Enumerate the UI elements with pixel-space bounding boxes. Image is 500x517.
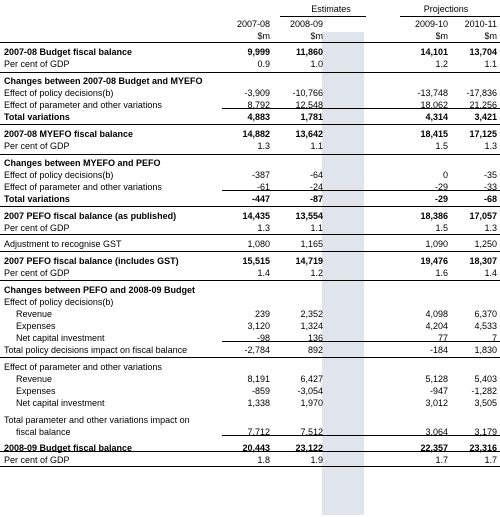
row-value-2007-08: 3,120: [247, 321, 270, 331]
row-label: fiscal balance: [16, 427, 71, 437]
row-value-2008-09: 12,548: [295, 100, 323, 110]
table-row: [0, 385, 500, 397]
row-value-2009-10: 1.7: [435, 455, 448, 465]
row-value-2007-08: 14,882: [242, 129, 270, 139]
row-value-2009-10: 1.5: [435, 141, 448, 151]
year-header-row: [0, 18, 500, 30]
row-value-2009-10: 14,101: [420, 47, 448, 57]
row-value-2008-09: -24: [309, 182, 323, 192]
table-row: [0, 222, 500, 234]
row-value-2007-08: -2,784: [244, 345, 270, 355]
row-value-2007-08: 1.4: [257, 268, 270, 278]
table-row: [0, 361, 500, 373]
row-value-2008-09: 13,642: [295, 129, 323, 139]
row-value-2007-08: -98: [256, 333, 270, 343]
table-row: [0, 111, 500, 123]
row-value-2008-09: 1.2: [310, 268, 323, 278]
year-header-2009-10: 2009-10: [414, 19, 448, 29]
row-value-2008-09: -3,054: [297, 386, 323, 396]
row-value-2008-09: 1.0: [310, 59, 323, 69]
row-value-2008-09: 13,554: [295, 211, 323, 221]
row-value-2008-09: 6,427: [300, 374, 323, 384]
row-label: Total parameter and other variations impact on: [4, 415, 190, 425]
row-value-2010-11: 23,316: [469, 443, 497, 453]
row-value-2010-11: 3,421: [474, 112, 497, 122]
row-value-2010-11: 1.7: [484, 455, 497, 465]
unit-header: $m: [310, 31, 323, 41]
table-row: [0, 181, 500, 193]
row-label: Revenue: [16, 309, 53, 319]
row-label: Per cent of GDP: [4, 59, 70, 69]
row-value-2007-08: -447: [251, 194, 270, 204]
row-value-2008-09: 1,970: [300, 398, 323, 408]
table-row: [0, 308, 500, 320]
row-value-2010-11: -1,282: [471, 386, 497, 396]
year-header-2010-11: 2010-11: [464, 19, 497, 29]
table-row: [0, 87, 500, 99]
table-rule: [0, 206, 500, 207]
table-row: [0, 397, 500, 409]
row-value-2009-10: 1.5: [435, 223, 448, 233]
row-value-2009-10: -947: [429, 386, 448, 396]
row-value-2007-08: 239: [254, 309, 270, 319]
table-rule: [0, 154, 500, 155]
row-value-2008-09: -64: [309, 170, 323, 180]
row-value-2008-09: 2,352: [300, 309, 323, 319]
row-value-2009-10: 19,476: [420, 256, 448, 266]
row-label: Effect of parameter and other variations: [4, 182, 162, 192]
row-label: 2008-09 Budget fiscal balance: [4, 443, 133, 453]
table-row: [0, 414, 500, 426]
row-value-2008-09: 1,324: [300, 321, 323, 331]
row-label: Per cent of GDP: [4, 223, 70, 233]
row-value-2009-10: 77: [437, 333, 448, 343]
row-value-2010-11: 3,505: [474, 398, 497, 408]
year-header-2007-08: 2007-08: [236, 19, 270, 29]
table-row: [0, 193, 500, 205]
row-value-2010-11: 5,403: [474, 374, 497, 384]
table-row: [0, 58, 500, 70]
row-value-2009-10: 1.6: [435, 268, 448, 278]
row-value-2008-09: 1,781: [300, 112, 323, 122]
row-value-2007-08: 1.3: [257, 223, 270, 233]
row-value-2007-08: 8,792: [247, 100, 270, 110]
projections-group-header: Projections: [423, 4, 469, 14]
row-label: Effect of parameter and other variations: [4, 362, 162, 372]
row-value-2009-10: 4,098: [425, 309, 448, 319]
table-row: [0, 46, 500, 58]
row-value-2007-08: -3,909: [244, 88, 270, 98]
row-value-2008-09: 14,719: [295, 256, 323, 266]
row-value-2010-11: 7: [491, 333, 497, 343]
row-value-2008-09: 1.1: [310, 141, 323, 151]
table-row: [0, 296, 500, 308]
row-value-2007-08: -61: [256, 182, 270, 192]
row-value-2008-09: -87: [309, 194, 323, 204]
unit-header: $m: [257, 31, 270, 41]
table-row: [0, 426, 500, 438]
table-rule: [0, 234, 500, 235]
row-value-2010-11: 1,830: [474, 345, 497, 355]
table-rule: [0, 72, 500, 73]
unit-header: $m: [435, 31, 448, 41]
table-row: [0, 442, 500, 454]
row-value-2008-09: 1,165: [300, 239, 323, 249]
unit-header-row: [0, 30, 500, 42]
table-row: [0, 210, 500, 222]
table-rule: [0, 251, 500, 252]
row-value-2007-08: 9,999: [247, 47, 270, 57]
table-rule: [0, 42, 500, 43]
row-value-2008-09: 1.9: [310, 455, 323, 465]
table-row: [0, 157, 500, 169]
table-row: [0, 454, 500, 466]
table-row: [0, 255, 500, 267]
estimates-header-rule: [280, 16, 366, 17]
row-value-2007-08: 1.8: [257, 455, 270, 465]
row-label: Net capital investment: [16, 333, 105, 343]
row-label: Per cent of GDP: [4, 268, 70, 278]
row-value-2010-11: 4,533: [474, 321, 497, 331]
table-row: [0, 140, 500, 152]
table-row: [0, 128, 500, 140]
row-label: 2007 PEFO fiscal balance (as published): [4, 211, 177, 221]
year-header-2008-09: 2008-09: [289, 19, 323, 29]
row-value-2010-11: 17,125: [469, 129, 497, 139]
row-label: Total policy decisions impact on fiscal balance: [4, 345, 188, 355]
estimates-group-header: Estimates: [311, 4, 351, 14]
table-row: [0, 99, 500, 111]
row-value-2007-08: 1,338: [247, 398, 270, 408]
table-row: [0, 284, 500, 296]
row-value-2009-10: 4,314: [425, 112, 448, 122]
row-label: Effect of policy decisions(b): [4, 170, 114, 180]
row-label: Per cent of GDP: [4, 141, 70, 151]
unit-header: $m: [484, 31, 497, 41]
row-label: Net capital investment: [16, 398, 105, 408]
row-label: 2007-08 Budget fiscal balance: [4, 47, 133, 57]
projections-header-rule: [400, 16, 500, 17]
row-label: Expenses: [16, 386, 56, 396]
row-label: Revenue: [16, 374, 53, 384]
row-value-2007-08: 7,712: [247, 427, 270, 437]
row-value-2008-09: -10,766: [292, 88, 323, 98]
row-value-2010-11: 1.1: [484, 59, 497, 69]
row-value-2009-10: 22,357: [420, 443, 448, 453]
row-value-2007-08: -387: [251, 170, 270, 180]
row-value-2009-10: -184: [429, 345, 448, 355]
row-value-2010-11: 3,179: [474, 427, 497, 437]
row-value-2008-09: 11,860: [295, 47, 323, 57]
row-value-2007-08: 20,443: [242, 443, 270, 453]
row-value-2007-08: 15,515: [242, 256, 270, 266]
row-value-2009-10: 5,128: [425, 374, 448, 384]
row-value-2007-08: 1,080: [247, 239, 270, 249]
row-label: Effect of parameter and other variations: [4, 100, 162, 110]
row-value-2010-11: 13,704: [469, 47, 497, 57]
row-label: Changes between MYEFO and PEFO: [4, 158, 161, 168]
row-value-2010-11: -17,836: [466, 88, 497, 98]
row-value-2009-10: -13,748: [417, 88, 448, 98]
row-value-2010-11: 6,370: [474, 309, 497, 319]
table-rule: [0, 124, 500, 125]
row-label: 2007-08 MYEFO fiscal balance: [4, 129, 134, 139]
table-row: [0, 169, 500, 181]
row-value-2007-08: 4,883: [247, 112, 270, 122]
table-row: [0, 373, 500, 385]
row-value-2009-10: 4,204: [425, 321, 448, 331]
row-value-2009-10: 1.2: [435, 59, 448, 69]
table-row: [0, 320, 500, 332]
table-row: [0, 344, 500, 356]
row-label: Adjustment to recognise GST: [4, 239, 122, 249]
row-value-2008-09: 892: [307, 345, 323, 355]
table-row: [0, 332, 500, 344]
row-value-2010-11: -35: [483, 170, 497, 180]
row-label: Changes between PEFO and 2008-09 Budget: [4, 285, 196, 295]
row-value-2009-10: 18,415: [420, 129, 448, 139]
row-value-2010-11: -33: [483, 182, 497, 192]
row-value-2007-08: 8,191: [247, 374, 270, 384]
row-value-2010-11: 1.3: [484, 141, 497, 151]
row-value-2008-09: 23,122: [295, 443, 323, 453]
row-value-2009-10: 0: [442, 170, 448, 180]
table-rule: [0, 280, 500, 281]
table-row: [0, 75, 500, 87]
row-value-2010-11: -68: [483, 194, 497, 204]
row-value-2009-10: 18,386: [420, 211, 448, 221]
row-value-2008-09: 7,512: [300, 427, 323, 437]
row-value-2008-09: 136: [307, 333, 323, 343]
table-rule: [0, 466, 500, 467]
row-value-2007-08: -859: [251, 386, 270, 396]
row-value-2008-09: 1.1: [310, 223, 323, 233]
table-rule: [0, 357, 500, 358]
row-value-2007-08: 1.3: [257, 141, 270, 151]
table-row: [0, 238, 500, 250]
table-row: [0, 267, 500, 279]
row-value-2009-10: 18,062: [420, 100, 448, 110]
row-value-2009-10: -29: [434, 194, 448, 204]
row-value-2010-11: 1,250: [474, 239, 497, 249]
row-value-2009-10: 3,064: [425, 427, 448, 437]
row-value-2009-10: 1,090: [425, 239, 448, 249]
row-value-2010-11: 18,307: [469, 256, 497, 266]
row-label: Total variations: [4, 112, 70, 122]
row-value-2007-08: 14,435: [242, 211, 270, 221]
row-value-2010-11: 17,057: [469, 211, 497, 221]
row-label: Effect of policy decisions(b): [4, 297, 114, 307]
row-value-2010-11: 21,256: [469, 100, 497, 110]
row-value-2009-10: -29: [434, 182, 448, 192]
row-value-2010-11: 1.3: [484, 223, 497, 233]
row-label: Effect of policy decisions(b): [4, 88, 114, 98]
row-value-2009-10: 3,012: [425, 398, 448, 408]
row-label: Expenses: [16, 321, 56, 331]
row-label: 2007 PEFO fiscal balance (includes GST): [4, 256, 179, 266]
row-value-2007-08: 0.9: [257, 59, 270, 69]
row-label: Per cent of GDP: [4, 455, 70, 465]
row-label: Changes between 2007-08 Budget and MYEFO: [4, 76, 203, 86]
row-label: Total variations: [4, 194, 70, 204]
row-value-2010-11: 1.4: [484, 268, 497, 278]
